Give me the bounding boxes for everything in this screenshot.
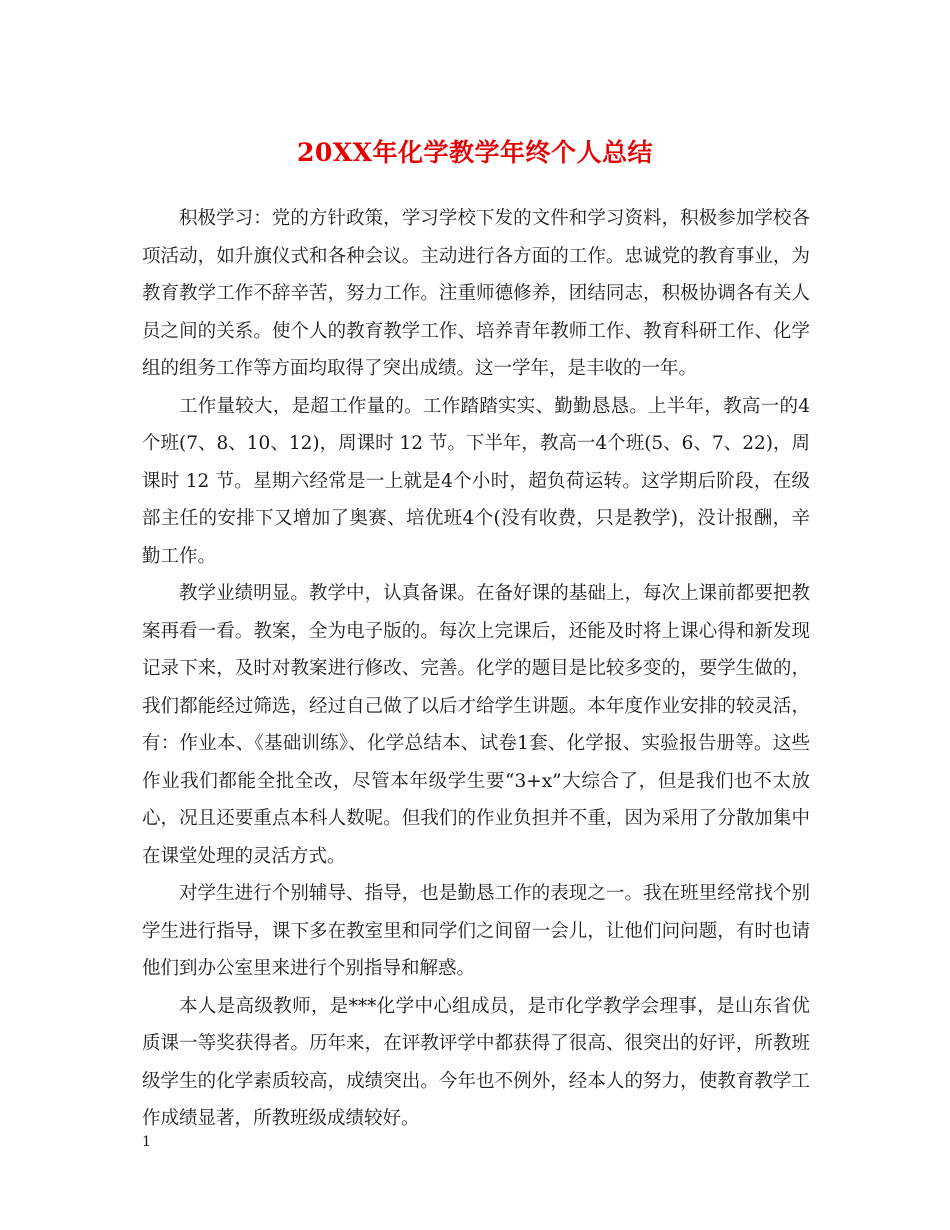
paragraph: 对学生进行个别辅导、指导，也是勤恳工作的表现之一。我在班里经常找个别学生进行指导，课下多在教室里和同学们之间留一会儿，让他们问问题，有时也请他们到办公室里来进行个别指导和解惑。 bbox=[142, 883, 810, 979]
paragraph: 教学业绩明显。教学中，认真备课。在备好课的基础上，每次上课前都要把教案再看一看。教案，全为电子版的。每次上完课后，还能及时将上课心得和新发现记录下来，及时对教案进行修改、完善。化学的题目是比较多变的，要学生做的，我们都能经过筛选，经过自己做了以后才给学生讲题。本年度作业安排的较灵活，有：作业本、《基础训练》、化学总结本、试卷1套、化学报、实验报告册等。这些作业我们都能全批全改，尽管本年级学生要“3+x”大综合了，但是我们也不太放心，况且还要重点本科人数呢。但我们的作业负担并不重，因为采用了分散加集中在课堂处理的灵活方式。 bbox=[142, 583, 810, 867]
page-number: 1 bbox=[142, 1134, 151, 1150]
document-body bbox=[142, 200, 810, 1138]
document-title: 20XX年化学教学年终个人总结 bbox=[296, 138, 654, 167]
paragraph: 工作量较大，是超工作量的。工作踏踏实实、勤勤恳恳。上半年，教高一的4个班(7、8、10、12)，周课时 12 节。下半年，教高一4个班(5、6、7、22)，周课时 12 节。星期六经常是一上就是4个小时，超负荷运转。这学期后阶段，在级部主任的安排下又增加了奥赛、培优班4个(没有收费，只是教学)，没计报酬，辛勤工作。 bbox=[142, 395, 810, 567]
paragraph: 本人是高级教师，是***化学中心组成员，是市化学教学会理事，是山东省优质课一等奖获得者。历年来，在评教评学中都获得了很高、很突出的好评，所教班级学生的化学素质较高，成绩突出。今年也不例外，经本人的努力，使教育教学工作成绩显著，所教班级成绩较好。 bbox=[142, 995, 810, 1129]
paragraph: 积极学习：党的方针政策，学习学校下发的文件和学习资料，积极参加学校各项活动，如升旗仪式和各种会议。主动进行各方面的工作。忠诚党的教育事业，为教育教学工作不辞辛苦，努力工作。注重师德修养，团结同志，积极协调各有关人员之间的关系。使个人的教育教学工作、培养青年教师工作、教育科研工作、化学组的组务工作等方面均取得了突出成绩。这一学年，是丰收的一年。 bbox=[142, 208, 810, 379]
